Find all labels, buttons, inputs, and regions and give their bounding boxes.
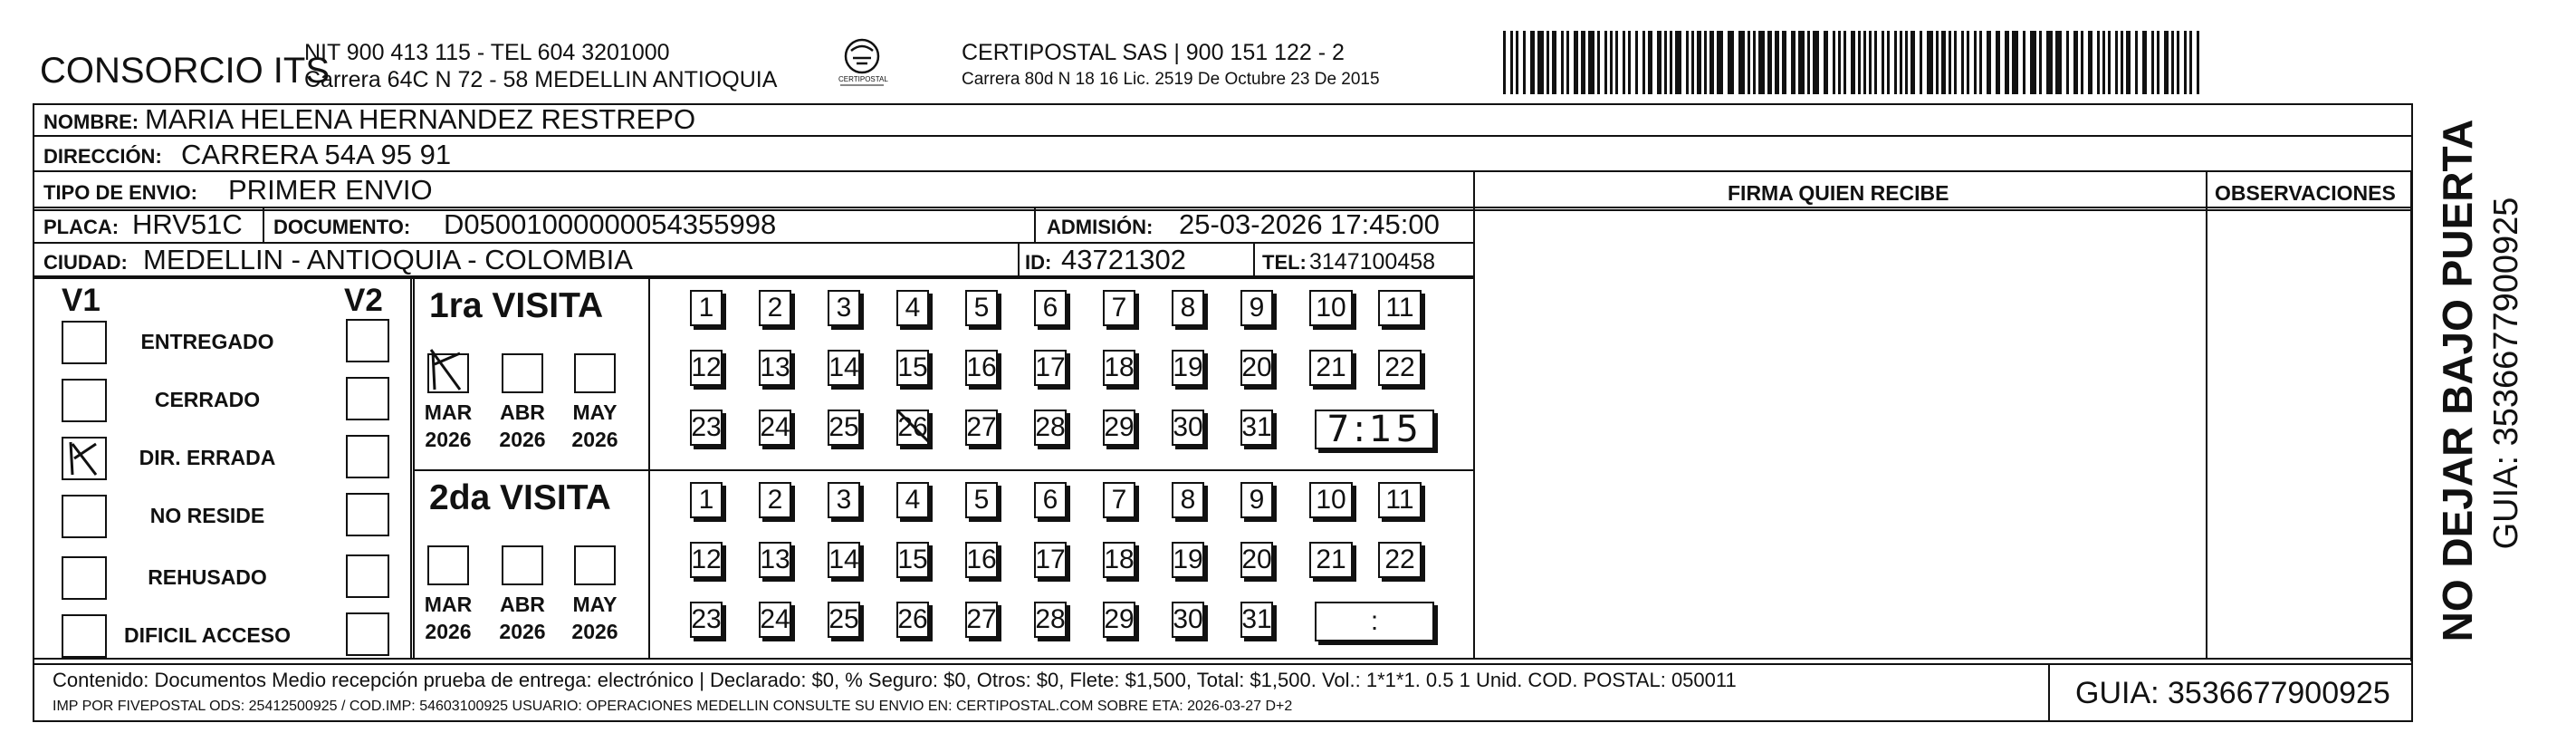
v2-checkbox[interactable]: [346, 377, 389, 420]
day-box[interactable]: 1: [690, 290, 723, 326]
day-box[interactable]: 25: [828, 602, 860, 638]
day-box[interactable]: 16: [965, 350, 998, 386]
day-box[interactable]: 16: [965, 542, 998, 578]
day-box[interactable]: 9: [1240, 290, 1273, 326]
year-label: 2026: [499, 620, 546, 643]
day-box[interactable]: 5: [965, 482, 998, 518]
day-box[interactable]: 15: [896, 542, 929, 578]
placa-label: PLACA:: [43, 216, 120, 238]
day-box[interactable]: 31: [1240, 602, 1273, 638]
day-box[interactable]: 18: [1103, 542, 1135, 578]
logo-caption: CERTIPOSTAL: [838, 75, 888, 83]
day-box[interactable]: 13: [759, 542, 791, 578]
day-box[interactable]: 19: [1172, 542, 1204, 578]
day-box[interactable]: 13: [759, 350, 791, 386]
day-box[interactable]: 1: [690, 482, 723, 518]
v1-header: V1: [62, 283, 101, 318]
time-box[interactable]: 7:15: [1315, 410, 1434, 449]
year-label: 2026: [499, 428, 546, 451]
status-option-label: DIFICIL ACCESO: [123, 623, 291, 647]
day-box[interactable]: 26: [896, 410, 929, 446]
observaciones-header: OBSERVACIONES: [2215, 181, 2396, 205]
v2-checkbox[interactable]: [346, 319, 389, 362]
day-box[interactable]: 10: [1309, 482, 1353, 518]
barcode: [1503, 31, 2205, 94]
day-box[interactable]: 29: [1103, 410, 1135, 446]
day-box[interactable]: 23: [690, 602, 723, 638]
company-name: CONSORCIO ITS: [40, 51, 330, 91]
day-box[interactable]: 27: [965, 410, 998, 446]
certipostal-line: CERTIPOSTAL SAS | 900 151 122 - 2: [962, 40, 1345, 65]
day-box[interactable]: 7: [1103, 482, 1135, 518]
day-box[interactable]: 24: [759, 410, 791, 446]
month-checkbox[interactable]: [502, 545, 543, 585]
documento-label: DOCUMENTO:: [273, 216, 411, 238]
day-box[interactable]: 24: [759, 602, 791, 638]
day-box[interactable]: 2: [759, 290, 791, 326]
v2-checkbox[interactable]: [346, 435, 389, 478]
day-box[interactable]: 21: [1309, 542, 1353, 578]
status-option-label: REHUSADO: [148, 565, 267, 589]
month-checkbox[interactable]: [427, 545, 469, 585]
day-box[interactable]: 29: [1103, 602, 1135, 638]
admision-value: 25-03-2026 17:45:00: [1179, 208, 1440, 240]
day-box[interactable]: 6: [1034, 290, 1067, 326]
tipo-label: TIPO DE ENVIO:: [43, 181, 197, 204]
direccion-value: CARRERA 54A 95 91: [181, 139, 452, 170]
month-checkbox[interactable]: [574, 545, 616, 585]
nombre-label: NOMBRE:: [43, 111, 139, 133]
day-box[interactable]: 19: [1172, 350, 1204, 386]
id-value: 43721302: [1061, 244, 1186, 275]
status-option-label: NO RESIDE: [149, 504, 265, 527]
day-box[interactable]: 4: [896, 290, 929, 326]
ciudad-value: MEDELLIN - ANTIOQUIA - COLOMBIA: [143, 244, 633, 275]
direccion-label: DIRECCIÓN:: [43, 145, 162, 168]
status-option-label: ENTREGADO: [140, 330, 274, 353]
month-label: MAR: [424, 593, 473, 616]
day-box[interactable]: 28: [1034, 410, 1067, 446]
day-box[interactable]: 25: [828, 410, 860, 446]
month-label: ABR: [500, 400, 545, 424]
status-option-label: DIR. ERRADA: [139, 446, 276, 469]
day-box[interactable]: 23: [690, 410, 723, 446]
month-checkbox[interactable]: [574, 353, 616, 393]
status-option-label: CERRADO: [154, 388, 261, 411]
nit-line: NIT 900 413 115 - TEL 604 3201000: [304, 40, 670, 65]
day-box[interactable]: 3: [828, 482, 860, 518]
day-box[interactable]: 3: [828, 290, 860, 326]
tel-label: TEL:: [1262, 251, 1307, 274]
year-label: 2026: [425, 428, 472, 451]
day-box[interactable]: 9: [1240, 482, 1273, 518]
admision-label: ADMISIÓN:: [1047, 216, 1154, 238]
nombre-value: MARIA HELENA HERNANDEZ RESTREPO: [145, 103, 696, 135]
month-label: MAR: [424, 400, 473, 424]
day-box[interactable]: 22: [1378, 542, 1422, 578]
day-box[interactable]: 27: [965, 602, 998, 638]
v2-checkbox[interactable]: [346, 493, 389, 536]
certipostal-logo: [835, 36, 889, 94]
day-box[interactable]: 4: [896, 482, 929, 518]
documento-value: D05001000000054355998: [444, 208, 777, 240]
firma-header: FIRMA QUIEN RECIBE: [1728, 181, 1949, 205]
address-line: Carrera 64C N 72 - 58 MEDELLIN ANTIOQUIA: [304, 67, 778, 92]
month-label: MAY: [572, 400, 618, 424]
imp-line: IMP POR FIVEPOSTAL ODS: 25412500925 / COD.IMP: 54603100925 USUARIO: OPERACIONES MEDELLIN CONSULTE SU ENVIO EN: CERTIPOSTAL.COM SOBRE ETA: 2026-03-27 D+2: [53, 699, 1293, 714]
visit-title: 2da VISITA: [429, 478, 611, 517]
tipo-value: PRIMER ENVIO: [228, 174, 433, 206]
day-box[interactable]: 6: [1034, 482, 1067, 518]
day-box[interactable]: 26: [896, 602, 929, 638]
time-box[interactable]: :: [1315, 602, 1434, 641]
placa-value: HRV51C: [132, 208, 243, 240]
ciudad-label: CIUDAD:: [43, 251, 128, 274]
side-guia: GUIA: 3536677900925: [2487, 197, 2525, 550]
day-box[interactable]: 30: [1172, 602, 1204, 638]
month-label: MAY: [572, 593, 618, 616]
no-dejar-bajo-puerta: NO DEJAR BAJO PUERTA: [2434, 119, 2481, 642]
day-box[interactable]: 30: [1172, 410, 1204, 446]
day-box[interactable]: 8: [1172, 482, 1204, 518]
day-box[interactable]: 10: [1309, 290, 1353, 326]
footer-guia: GUIA: 3536677900925: [2075, 676, 2390, 710]
certipostal-address: Carrera 80d N 18 16 Lic. 2519 De Octubre 23 De 2015: [962, 70, 1380, 89]
tel-value: 3147100458: [1309, 249, 1436, 275]
year-label: 2026: [571, 428, 618, 451]
day-box[interactable]: 17: [1034, 542, 1067, 578]
day-box[interactable]: 20: [1240, 542, 1273, 578]
day-box[interactable]: 14: [828, 350, 860, 386]
day-box[interactable]: 7: [1103, 290, 1135, 326]
day-box[interactable]: 18: [1103, 350, 1135, 386]
day-box[interactable]: 22: [1378, 350, 1422, 386]
day-box[interactable]: 28: [1034, 602, 1067, 638]
day-box[interactable]: 15: [896, 350, 929, 386]
id-label: ID:: [1025, 251, 1052, 274]
year-label: 2026: [425, 620, 472, 643]
day-box[interactable]: 2: [759, 482, 791, 518]
day-box[interactable]: 31: [1240, 410, 1273, 446]
day-box[interactable]: 14: [828, 542, 860, 578]
day-box[interactable]: 12: [690, 542, 723, 578]
month-checkbox[interactable]: [427, 353, 469, 393]
day-box[interactable]: 20: [1240, 350, 1273, 386]
day-box[interactable]: 11: [1378, 482, 1422, 518]
month-checkbox[interactable]: [502, 353, 543, 393]
day-box[interactable]: 17: [1034, 350, 1067, 386]
month-label: ABR: [500, 593, 545, 616]
year-label: 2026: [571, 620, 618, 643]
v2-checkbox[interactable]: [346, 554, 389, 598]
day-box[interactable]: 5: [965, 290, 998, 326]
v2-header: V2: [344, 283, 383, 318]
day-box[interactable]: 12: [690, 350, 723, 386]
contenido-line: Contenido: Documentos Medio recepción prueba de entrega: electrónico | Declarado: $0, % Seguro: $0, Otros: $0, Flete: $1,500, Total: $1,500. Vol.: 1*1*1. 0.5 1 Unid. COD. POSTAL: 050011: [53, 669, 1737, 691]
day-box[interactable]: 11: [1378, 290, 1422, 326]
v2-checkbox[interactable]: [346, 612, 389, 656]
day-box[interactable]: 8: [1172, 290, 1204, 326]
day-box[interactable]: 21: [1309, 350, 1353, 386]
visit-title: 1ra VISITA: [429, 286, 604, 325]
